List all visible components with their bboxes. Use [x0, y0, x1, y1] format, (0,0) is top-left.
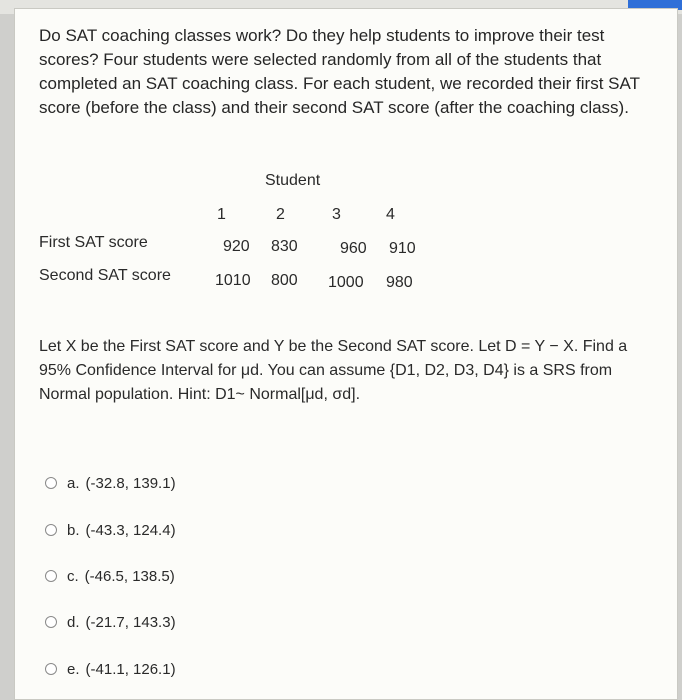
option-letter: c.: [67, 567, 79, 585]
option-text: (-41.1, 126.1): [85, 660, 176, 678]
option-letter: e.: [67, 660, 80, 678]
radio-icon[interactable]: [45, 663, 57, 675]
option-letter: a.: [67, 474, 80, 492]
column-header-2: 2: [276, 206, 285, 223]
first-sat-student-2: 830: [271, 238, 298, 255]
table-header-student: Student: [265, 172, 321, 189]
first-sat-student-3: 960: [340, 240, 367, 257]
instructions-text: Let X be the First SAT score and Y be the Second SAT score. Let D = Y − X. Find a 95% Confidence Interval for μd. You can assume {D1, D2, D3, D4} is a SRS from Normal population. Hint: D1~ Normal[μd, σd].: [39, 338, 628, 403]
option-letter: d.: [67, 613, 80, 631]
score-table: [15, 9, 679, 309]
row-label-first-sat: First SAT score: [39, 234, 148, 251]
radio-icon[interactable]: [45, 524, 57, 536]
question-card: [14, 8, 678, 700]
radio-icon[interactable]: [45, 570, 57, 582]
radio-icon[interactable]: [45, 477, 57, 489]
column-header-4: 4: [386, 206, 395, 223]
second-sat-student-1: 1010: [215, 272, 251, 289]
option-text: (-43.3, 124.4): [85, 521, 176, 539]
radio-icon[interactable]: [45, 616, 57, 628]
option-a[interactable]: [45, 471, 176, 495]
option-d[interactable]: [45, 610, 176, 634]
row-label-second-sat: Second SAT score: [39, 267, 171, 284]
first-sat-student-4: 910: [389, 240, 416, 257]
column-header-1: 1: [217, 206, 226, 223]
first-sat-student-1: 920: [223, 238, 250, 255]
option-c[interactable]: [45, 564, 175, 588]
option-e[interactable]: [45, 657, 176, 681]
option-text: (-21.7, 143.3): [85, 613, 176, 631]
option-text: (-46.5, 138.5): [84, 567, 175, 585]
second-sat-student-3: 1000: [328, 274, 364, 291]
option-text: (-32.8, 139.1): [85, 474, 176, 492]
second-sat-student-4: 980: [386, 274, 413, 291]
option-letter: b.: [67, 521, 80, 539]
column-header-3: 3: [332, 206, 341, 223]
second-sat-student-2: 800: [271, 272, 298, 289]
option-b[interactable]: [45, 518, 176, 542]
question-text: Do SAT coaching classes work? Do they help students to improve their test scores? Four students were selected randomly from all of the students that completed an SAT coaching class. For each student, we recorded their first SAT score (before the class) and their second SAT score (after the coaching class).: [39, 26, 640, 117]
